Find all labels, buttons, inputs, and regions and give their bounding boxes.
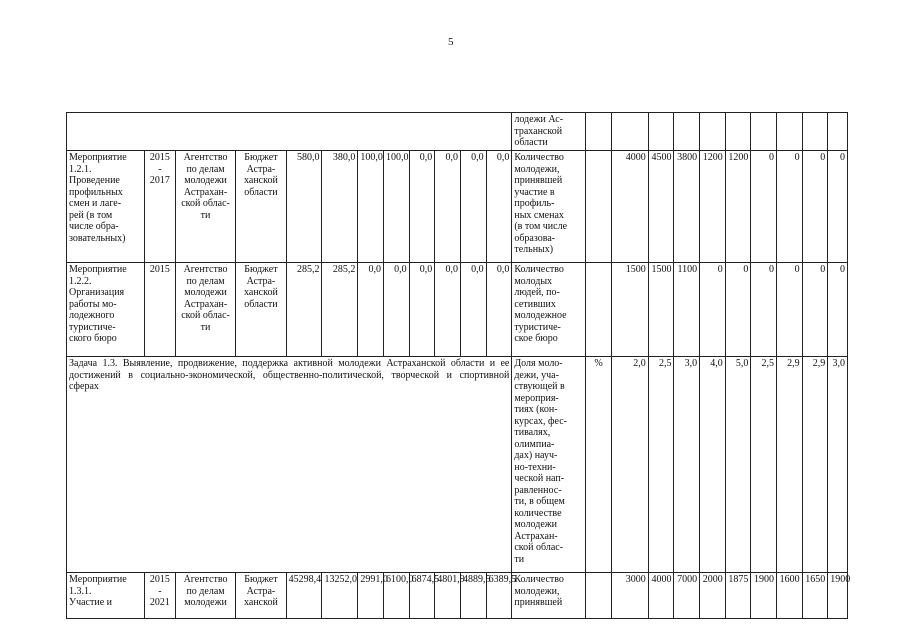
value-cell <box>648 113 674 151</box>
measure-name-cell: Мероприятие 1.2.2. Организация работы мо- лодежного туристиче- ского бюро <box>67 263 145 357</box>
years-cell: 2015 - 2021 <box>144 573 175 619</box>
funding-value-cell: 4889,5 <box>460 573 486 619</box>
unit-cell <box>586 573 612 619</box>
measure-name-cell: Мероприятие 1.3.1. Участие и <box>67 573 145 619</box>
unit-cell <box>586 151 612 263</box>
value-cell <box>828 113 848 151</box>
target-value-cell: 2,5 <box>751 357 777 573</box>
target-value-cell: 2,0 <box>611 357 648 573</box>
value-cell <box>674 113 700 151</box>
funding-value-cell: 4801,9 <box>435 573 461 619</box>
funding-value-cell: 0,0 <box>435 151 461 263</box>
funding-value-cell: 2991,0 <box>358 573 384 619</box>
funding-value-cell: 6389,5 <box>486 573 512 619</box>
value-cell <box>611 113 648 151</box>
task-cell: Задача 1.3. Выявление, продвижение, поддержка активной молодежи Астраханской области и ее достижений в социально-экономической, общественно-политической, творческой и спортивной сферах <box>67 357 512 573</box>
measure-name-cell: Мероприятие 1.2.1. Проведение профильных смен и лаге- рей (в том числе обра- зовательных) <box>67 151 145 263</box>
target-value-cell: 1600 <box>777 573 803 619</box>
indicator-cell: Количество молодежи, принявшей участие в профиль- ных сменах (в том числе образова- тельных) <box>512 151 586 263</box>
table-row <box>67 113 848 151</box>
funding-value-cell: 0,0 <box>486 151 512 263</box>
target-value-cell: 2000 <box>700 573 726 619</box>
funding-value-cell: 0,0 <box>486 263 512 357</box>
funding-value-cell: 0,0 <box>435 263 461 357</box>
value-cell <box>725 113 751 151</box>
target-value-cell: 0 <box>777 151 803 263</box>
indicator-cell: лодежи Ас- траханской области <box>512 113 586 151</box>
unit-cell <box>586 263 612 357</box>
target-value-cell: 3000 <box>611 573 648 619</box>
value-cell <box>802 113 828 151</box>
funding-value-cell: 285,2 <box>286 263 322 357</box>
target-value-cell: 0 <box>828 151 848 263</box>
funding-value-cell: 100,0 <box>358 151 384 263</box>
empty-span-cell <box>67 113 512 151</box>
target-value-cell: 2,9 <box>802 357 828 573</box>
table-row <box>67 263 848 357</box>
target-value-cell: 1650 <box>802 573 828 619</box>
target-value-cell: 1500 <box>648 263 674 357</box>
value-cell <box>586 113 612 151</box>
target-value-cell: 1200 <box>725 151 751 263</box>
target-value-cell: 0 <box>751 263 777 357</box>
target-value-cell: 0 <box>777 263 803 357</box>
years-cell: 2015 - 2017 <box>144 151 175 263</box>
indicator-cell: Количество молодых людей, по- сетивших молодежное туристиче- ское бюро <box>512 263 586 357</box>
source-cell: Бюджет Астра- ханской области <box>236 151 286 263</box>
target-value-cell: 0 <box>802 263 828 357</box>
value-cell <box>777 113 803 151</box>
indicator-cell: Количество молодежи, принявшей <box>512 573 586 619</box>
funding-value-cell: 580,0 <box>286 151 322 263</box>
page-number: 5 <box>448 36 454 48</box>
table-row <box>67 151 848 263</box>
target-value-cell: 1900 <box>828 573 848 619</box>
target-value-cell: 7000 <box>674 573 700 619</box>
target-value-cell: 5,0 <box>725 357 751 573</box>
target-value-cell: 1100 <box>674 263 700 357</box>
funding-value-cell: 0,0 <box>409 151 435 263</box>
executor-cell: Агентство по делам молодежи <box>175 573 236 619</box>
source-cell: Бюджет Астра- ханской области <box>236 263 286 357</box>
funding-value-cell: 0,0 <box>358 263 384 357</box>
target-value-cell: 0 <box>725 263 751 357</box>
unit-cell: % <box>586 357 612 573</box>
target-value-cell: 4500 <box>648 151 674 263</box>
program-table <box>66 112 851 619</box>
target-value-cell: 0 <box>751 151 777 263</box>
funding-value-cell: 45298,4 <box>286 573 322 619</box>
target-value-cell: 4000 <box>611 151 648 263</box>
executor-cell: Агентство по делам молодежи Астрахан- ской облас- ти <box>175 151 236 263</box>
table-row <box>67 357 848 573</box>
funding-value-cell: 13252,0 <box>322 573 358 619</box>
target-value-cell: 1900 <box>751 573 777 619</box>
funding-value-cell: 100,0 <box>384 151 410 263</box>
target-value-cell: 3800 <box>674 151 700 263</box>
funding-value-cell: 0,0 <box>460 263 486 357</box>
target-value-cell: 3,0 <box>674 357 700 573</box>
target-value-cell: 4000 <box>648 573 674 619</box>
target-value-cell: 2,9 <box>777 357 803 573</box>
funding-value-cell: 0,0 <box>384 263 410 357</box>
target-value-cell: 3,0 <box>828 357 848 573</box>
target-value-cell: 0 <box>828 263 848 357</box>
funding-value-cell: 380,0 <box>322 151 358 263</box>
target-value-cell: 1500 <box>611 263 648 357</box>
target-value-cell: 4,0 <box>700 357 726 573</box>
funding-value-cell: 0,0 <box>409 263 435 357</box>
years-cell: 2015 <box>144 263 175 357</box>
source-cell: Бюджет Астра- ханской <box>236 573 286 619</box>
indicator-cell: Доля моло- дежи, уча- ствующей в мероприя- тиях (кон- курсах, фес- тивалях, олимпиа- дах) науч- но-техни- ческой нап- равленнос- ти, в общем количестве молодежи Астрахан- ской облас- ти <box>512 357 586 573</box>
value-cell <box>700 113 726 151</box>
executor-cell: Агентство по делам молодежи Астрахан- ской облас- ти <box>175 263 236 357</box>
target-value-cell: 0 <box>802 151 828 263</box>
value-cell <box>751 113 777 151</box>
table-row <box>67 573 848 619</box>
target-value-cell: 1200 <box>700 151 726 263</box>
target-value-cell: 0 <box>700 263 726 357</box>
target-value-cell: 1875 <box>725 573 751 619</box>
funding-value-cell: 6100,0 <box>384 573 410 619</box>
funding-value-cell: 6874,5 <box>409 573 435 619</box>
funding-value-cell: 0,0 <box>460 151 486 263</box>
funding-value-cell: 285,2 <box>322 263 358 357</box>
target-value-cell: 2,5 <box>648 357 674 573</box>
